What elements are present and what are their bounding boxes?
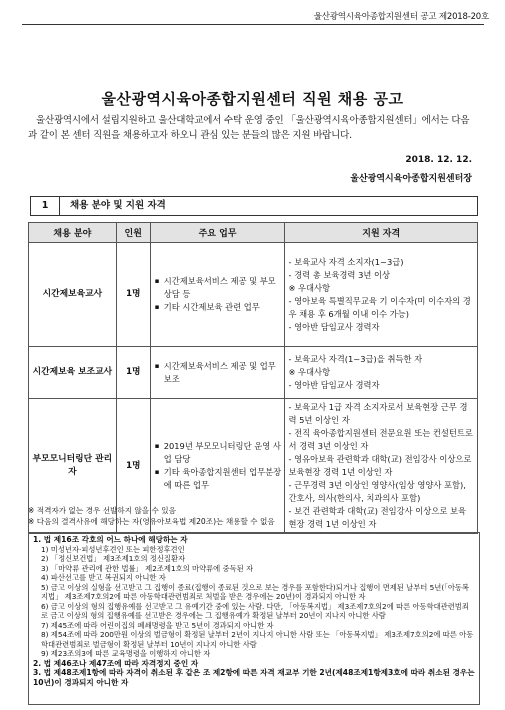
duty-item: ▪ 시간제보육서비스 제공 및 업무보조 bbox=[164, 360, 282, 386]
duty-item: ▪ 2019년 부모모니터링단 운영 사업 담당 bbox=[164, 440, 282, 466]
qual-item: - 보육교사 자격 소지자(1~3급) bbox=[288, 256, 404, 267]
section-number: 1 bbox=[31, 197, 60, 215]
section-title: 채용 분야 및 지원 자격 bbox=[70, 200, 166, 211]
cell-field: 시간제보육교사 bbox=[29, 243, 117, 347]
header-divider bbox=[22, 24, 484, 25]
notes bbox=[28, 505, 480, 527]
header-duties: 주요 업무 bbox=[150, 223, 285, 243]
issuing-organization: 울산광역시육아종합지원센터장 bbox=[350, 174, 472, 184]
disqualification-item: 3. 법 제48조제1항에 따라 자격이 취소된 후 같은 조 제2항에 따른 자격 재교부 기한 2년(제48조제1항제3호에 따라 취소된 경우는 10년)이 경과되지 아니한 자 bbox=[33, 668, 475, 687]
cell-count: 1명 bbox=[116, 399, 150, 534]
table-row bbox=[29, 243, 478, 347]
cell-field: 시간제보육 보조교사 bbox=[29, 347, 117, 399]
disqualification-sub: 1) 미성년자·피성년후견인 또는 피한정후견인 bbox=[41, 544, 185, 554]
qual-item: - 영아반 담임교사 경력자 bbox=[288, 321, 380, 332]
recruitment-table bbox=[28, 222, 478, 534]
qual-item: - 경력 총 보육경력 3년 이상 bbox=[288, 269, 391, 280]
note-line: ※ 적격자가 없는 경우 선발하지 않을 수 있음 bbox=[28, 506, 176, 515]
qual-item: - 보육교사 1급 자격 소지자로서 보육현장 근무 경력 5년 이상인 자 bbox=[288, 402, 468, 425]
cell-duties bbox=[150, 243, 285, 347]
qual-item: - 보건 관련학과 대학(교) 전임강사 이상으로 보육현장 경력 1년 이상인 자 bbox=[288, 506, 467, 529]
note-line: ※ 다음의 결격사유에 해당하는 자(영유아보육법 제20조)는 채용할 수 없음 bbox=[28, 517, 275, 526]
qual-item: - 전직 육아종합지원센터 전문요원 또는 컨설턴트로서 경력 3년 이상인 자 bbox=[288, 428, 473, 451]
disqualification-sub: 3) 「마약류 관리에 관한 법률」 제2조제1호의 마약류에 중독된 자 bbox=[41, 563, 254, 573]
disqualification-sub: 6) 금고 이상의 형의 집행유예를 선고받고 그 유예기간 중에 있는 사람. 다만, 「아동복지법」 제3조제7호의2에 따른 아동학대관련범죄로 금고 이상의 형의 집행유예를 선고받은 경우에는 그 집행유예가 확정된 날부터 20년이 지나지 아니한 사람 bbox=[41, 601, 469, 620]
qual-item: - 영아반 담임교사 경력자 bbox=[288, 380, 380, 390]
qual-item: ※ 우대사항 bbox=[288, 282, 331, 293]
table-header-row bbox=[29, 223, 478, 243]
section-heading bbox=[30, 196, 478, 216]
notice-number: 울산광역시육아종합지원센터 공고 제2018-20호 bbox=[313, 12, 489, 22]
cell-duties bbox=[150, 347, 285, 399]
duty-item: ▪ 시간제보육서비스 제공 및 부모상담 등 bbox=[164, 275, 282, 301]
disqualification-sub: 4) 파산선고를 받고 복권되지 아니한 자 bbox=[41, 573, 166, 582]
qual-item: - 영아보육 특별직무교육 기 이수자(미 이수자의 경우 채용 후 6개월 이내 이수 가능) bbox=[288, 295, 471, 319]
qual-item: - 영유아보육 관련학과 대학(교) 전임강사 이상으로 보육현장 경력 1년 이상인 자 bbox=[288, 454, 472, 477]
disqualification-item: 1. 법 제16조 각호의 어느 하나에 해당하는 자 bbox=[33, 535, 188, 544]
qual-item: ※ 우대사항 bbox=[288, 367, 331, 377]
disqualification-sub: 7) 제45조에 따라 어린이집의 폐쇄명령을 받고 5년이 경과되지 아니한 자 bbox=[41, 620, 274, 630]
cell-quals bbox=[285, 243, 478, 347]
duty-item: ▪ 기타 육아종합지원센터 업무분장에 따른 업무 bbox=[164, 466, 282, 492]
disqualification-sub: 8) 제54조에 따라 200만원 이상의 벌금형이 확정된 날부터 2년이 지나지 아니한 사람 또는 「아동복지법」 제3조제7호의2에 따른 아동학대관련범죄로 벌금형이 확정된 날부터 10년이 지나지 아니한 사람 bbox=[41, 630, 474, 649]
disqualification-sub: 9) 제23조의3에 따른 교육명령을 이행하지 아니한 자 bbox=[41, 649, 211, 658]
header-count: 인원 bbox=[116, 223, 150, 243]
disqualification-item: 2. 법 제46조나 제47조에 따라 자격정지 중인 자 bbox=[33, 658, 199, 668]
cell-count: 1명 bbox=[116, 347, 150, 399]
disqualification-sub: 2) 「정신보건법」 제3조제1호의 정신질환자 bbox=[41, 554, 186, 563]
table-row bbox=[29, 347, 478, 399]
disqualification-box bbox=[28, 532, 480, 705]
duty-item: ▪ 기타 시간제보육 관련 업무 bbox=[164, 301, 282, 314]
cell-field: 부모모니터링단 관리자 bbox=[29, 399, 117, 534]
page-title: 울산광역시육아종합지원센터 직원 채용 공고 bbox=[101, 90, 404, 108]
qual-item: - 근무경력 3년 이상인 영양사(임상 영양사 포함), 간호사, 의사(한의사, 치과의사 포함) bbox=[288, 480, 466, 503]
cell-quals bbox=[285, 347, 478, 399]
header-quals: 지원 자격 bbox=[285, 223, 478, 243]
header-field: 채용 분야 bbox=[29, 223, 117, 243]
notice-date: 2018. 12. 12. bbox=[405, 155, 472, 165]
cell-count: 1명 bbox=[116, 243, 150, 347]
qual-item: - 보육교사 자격(1~3급)을 취득한 자 bbox=[288, 354, 423, 364]
intro-paragraph: 울산광역시에서 설립지원하고 울산대학교에서 수탁 운영 중인 「울산광역시육아종합지원센터」에서는 다음과 같이 본 센터 직원을 채용하고자 하오니 관심 있는 분들의 많은 지원 바랍니다. bbox=[28, 115, 470, 141]
disqualification-sub: 5) 금고 이상의 실형을 선고받고 그 집행이 종료(집행이 종료된 것으로 보는 경우를 포함한다)되거나 집행이 면제된 날부터 5년(「아동복지법」 제3조제7호의2에 따른 아동학대관련범죄로 처벌을 받은 경우에는 20년)이 경과되지 아니한 자 bbox=[41, 582, 469, 601]
